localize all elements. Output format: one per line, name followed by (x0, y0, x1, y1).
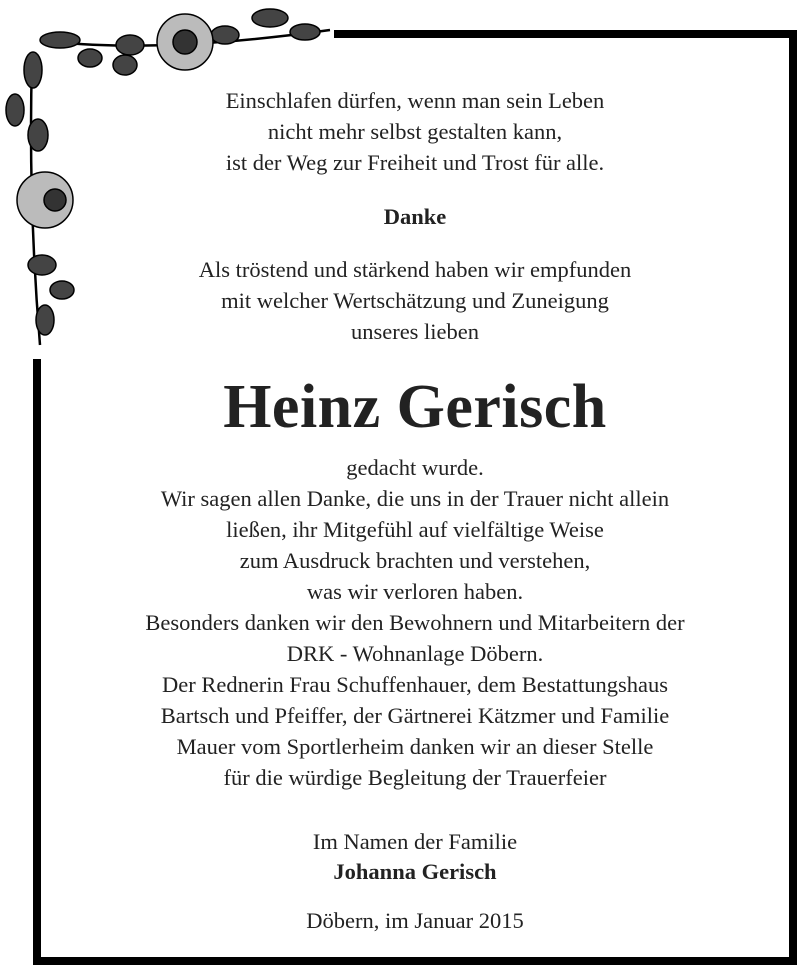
body-line: Wir sagen allen Danke, die uns in der Trauer nicht allein (160, 486, 670, 511)
verse-line: ist der Weg zur Freiheit und Trost für alle. (225, 150, 605, 175)
border-right (789, 30, 797, 965)
verse-line: nicht mehr selbst gestalten kann, (267, 119, 563, 144)
body-text (41, 452, 789, 793)
border-bottom (33, 957, 797, 965)
body-line: Der Rednerin Frau Schuffenhauer, dem Bestattungshaus (161, 672, 669, 697)
intro-line: unseres lieben (350, 319, 480, 344)
border-top (334, 30, 797, 38)
verse (41, 85, 789, 178)
thanks-heading: Danke (383, 204, 447, 229)
body-line: für die würdige Begleitung der Trauerfeier (223, 765, 607, 790)
border-left (33, 359, 41, 965)
deceased-name: Heinz Gerisch (223, 373, 607, 441)
place-date: Döbern, im Januar 2015 (306, 908, 524, 933)
signature-name: Johanna Gerisch (333, 859, 497, 884)
body-line: gedacht wurde. (346, 455, 484, 480)
body-line: DRK - Wohnanlage Döbern. (286, 641, 544, 666)
verse-line: Einschlafen dürfen, wenn man sein Leben (225, 88, 605, 113)
body-line: Besonders danken wir den Bewohnern und Mitarbeitern der (145, 610, 685, 635)
intro (41, 254, 789, 347)
body-line: zum Ausdruck brachten und verstehen, (239, 548, 591, 573)
body-line: ließen, ihr Mitgefühl auf vielfältige Weise (226, 517, 604, 542)
body-line: Mauer vom Sportlerheim danken wir an dieser Stelle (176, 734, 654, 759)
body-line: was wir verloren haben. (306, 579, 524, 604)
intro-line: Als tröstend und stärkend haben wir empfunden (198, 257, 632, 282)
signature-line: Im Namen der Familie (312, 829, 518, 854)
body-line: Bartsch und Pfeiffer, der Gärtnerei Kätzmer und Familie (160, 703, 670, 728)
intro-line: mit welcher Wertschätzung und Zuneigung (221, 288, 609, 313)
